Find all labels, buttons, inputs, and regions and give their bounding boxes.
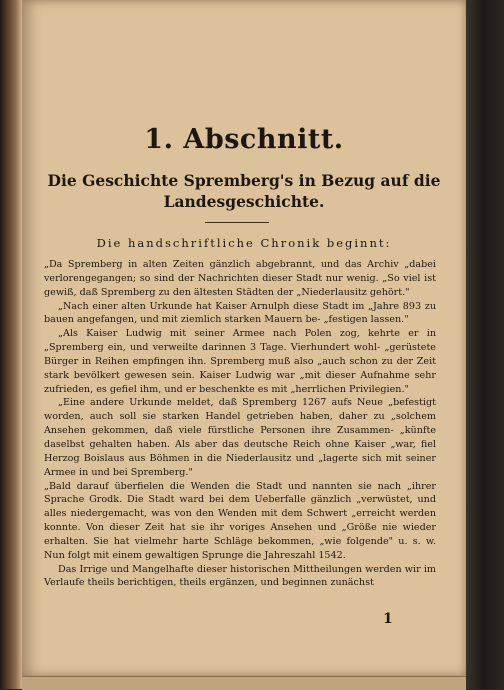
title-divider bbox=[205, 222, 269, 223]
page-number: 1 bbox=[383, 611, 393, 627]
paragraph: „Als Kaiser Ludwig mit seiner Armee nach Polen zog, kehrte er in „Spremberg ein, und verweilte darinnen 3 Tage. Vierhundert wohl- „gerüstete Bürger in Reihen empfingen ihn. Spremberg muß also „auch schon zu der Zeit stark bevölkert gewesen sein. Kaiser Ludwig war „mit dieser Aufnahme sehr zufrieden, es gefiel ihm, und er beschenkte es mit „herrlichen Privilegien." bbox=[44, 328, 436, 395]
paragraph: Das Irrige und Mangelhafte dieser historischen Mittheilungen werden wir im Verlaufe theils berichtigen, theils ergänzen, und beginnen zunächst bbox=[44, 563, 436, 589]
paragraph: „Nach einer alten Urkunde hat Kaiser Arnulph diese Stadt im „Jahre 893 zu bauen angefangen, und mit ziemlich starken Mauern be- „festigen lassen." bbox=[44, 300, 436, 326]
paragraph: „Bald darauf überfielen die Wenden die Stadt und nannten sie nach „ihrer Sprache Grodk. Die Stadt ward bei dem Ueberfalle gänzlich „verwüstet, und alles niedergemacht, was von den Wenden mit dem Schwert „erreicht werden konnte. Von dieser Zeit hat sie ihr voriges Ansehen und „Größe nie wieder erhalten. Sie hat vielmehr harte Schläge bekommen, „wie folgende" u. s. w. Nun folgt mit einem gewaltigen Sprunge die Jahreszahl 1542. bbox=[44, 480, 436, 561]
book-spine-left bbox=[0, 0, 22, 689]
paragraph: „Eine andere Urkunde meldet, daß Spremberg 1267 aufs Neue „befestigt worden, auch soll sie starken Handel getrieben haben, daher zu „solchem Ansehen gekommen, daß viele fürstliche Personen ihre Zusammen- „künfte daselbst gehalten haben. Als aber das deutsche Reich ohne Kaiser „war, fiel Herzog Boislaus aus Böhmen in die Niederlausitz und „lagerte sich mit seiner Armee in und bei Spremberg." bbox=[44, 397, 436, 478]
body-text bbox=[44, 258, 436, 590]
book-cover-right bbox=[466, 0, 504, 689]
section-subtitle: Die Geschichte Spremberg's in Bezug auf die Landesgeschichte. bbox=[47, 171, 441, 211]
section-title: 1. Abschnitt. bbox=[144, 124, 344, 155]
intro-line: Die handschriftliche Chronik beginnt: bbox=[96, 236, 392, 250]
page-edge-bottom bbox=[22, 676, 466, 690]
paragraph: „Da Spremberg in alten Zeiten gänzlich abgebrannt, und das Archiv „dabei verlorengegangen; so sind der Nachrichten dieser Stadt nur wenig. „So viel ist gewiß, daß Spremberg zu den ältesten Städten der „Niederlausitz gehört." bbox=[44, 259, 436, 298]
